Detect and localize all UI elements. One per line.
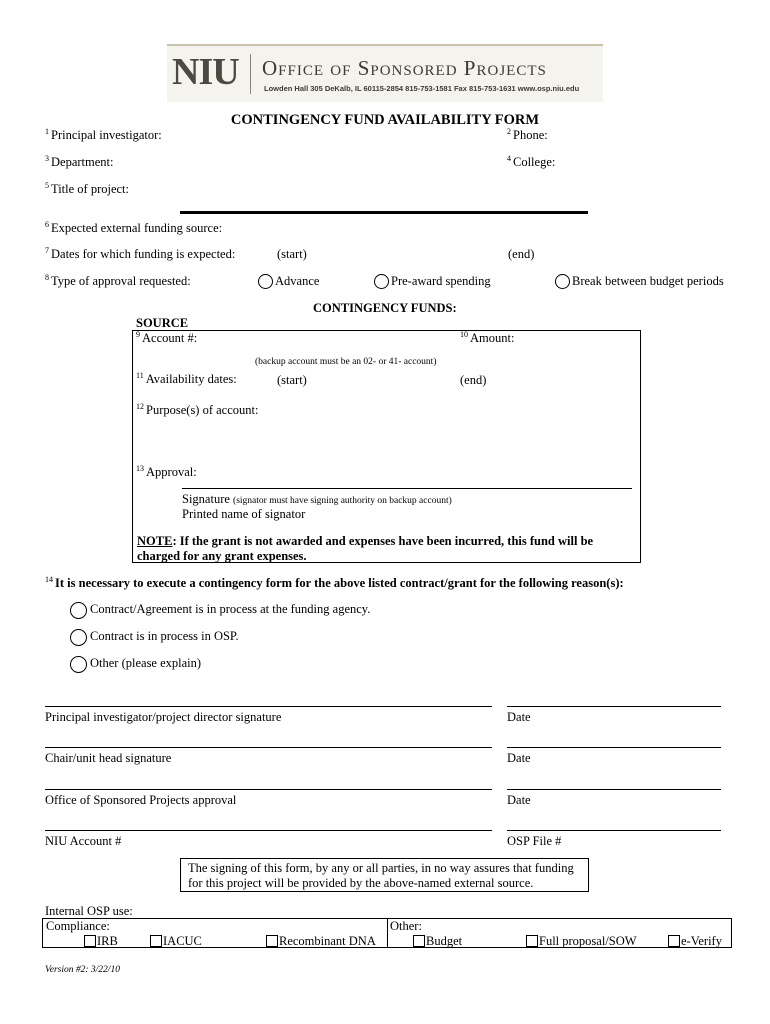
- checkbox-full-proposal[interactable]: [526, 935, 538, 947]
- note-line1: NOTE: If the grant is not awarded and expenses have been incurred, this fund will be: [137, 534, 594, 548]
- field-account[interactable]: $^9$ Account #:: [136, 330, 198, 346]
- office-address: Lowden Hall 305 DeKalb, IL 60115-2854 815-753-1581 Fax 815-753-1631 www.osp.niu.edu: [264, 84, 580, 93]
- chair-signature-label: Chair/unit head signature: [45, 751, 172, 765]
- date3-label: Date: [507, 793, 531, 807]
- osp-approval-label: Office of Sponsored Projects approval: [45, 793, 237, 807]
- niu-account-line[interactable]: [45, 830, 492, 831]
- office-name: Office of Sponsored Projects: [262, 56, 547, 80]
- radio-budget-break-label: Break between budget periods: [572, 274, 724, 288]
- funding-start-input[interactable]: (start): [277, 247, 307, 261]
- version-label: Version #2: 3/22/10: [45, 965, 120, 975]
- date1-label: Date: [507, 710, 531, 724]
- contingency-heading: CONTINGENCY FUNDS:: [313, 301, 457, 315]
- field-availability-dates: $^{11}$ Availability dates:: [136, 371, 237, 387]
- checkbox-recombinant-dna[interactable]: [266, 935, 278, 947]
- pi-signature-label: Principal investigator/project director signature: [45, 710, 282, 724]
- checkbox-irb[interactable]: [84, 935, 96, 947]
- radio-reason-other[interactable]: [70, 656, 87, 673]
- reason-other-label: Other (please explain): [90, 656, 202, 670]
- backup-account-note: (backup account must be an 02- or 41- account): [255, 357, 437, 367]
- checkbox-e-verify[interactable]: [668, 935, 680, 947]
- title-divider: [180, 211, 588, 214]
- radio-pre-award[interactable]: [374, 274, 389, 289]
- field-college[interactable]: $^4$ College:: [507, 154, 556, 170]
- note-line2: charged for any grant expenses.: [137, 549, 307, 563]
- form-title: CONTINGENCY FUND AVAILABILITY FORM: [230, 112, 540, 128]
- reasons-heading: $^{14}$ It is necessary to execute a contingency form for the above listed contract/grant for the following reason(s):: [45, 575, 624, 591]
- availability-end-input[interactable]: (end): [460, 373, 487, 387]
- funding-end-input[interactable]: (end): [508, 247, 535, 261]
- date2-label: Date: [507, 751, 531, 765]
- field-funding-source[interactable]: $^6$ Expected external funding source:: [45, 220, 223, 236]
- disclaimer-line1: The signing of this form, by any or all parties, in no way assures that funding: [188, 861, 574, 875]
- logo-divider: [250, 54, 251, 94]
- field-principal-investigator[interactable]: $^1$ Principal investigator:: [45, 127, 162, 143]
- disclaimer-line2: for this project will be provided by the above-named external source.: [188, 876, 534, 890]
- printed-name-label: Printed name of signator: [182, 507, 306, 521]
- field-approval: $^{13}$ Approval:: [136, 464, 197, 480]
- radio-advance-label: Advance: [275, 274, 320, 288]
- date2-line[interactable]: [507, 747, 721, 748]
- reason-osp-label: Contract is in process in OSP.: [90, 629, 239, 643]
- other-label: Other:: [390, 919, 422, 933]
- radio-advance[interactable]: [258, 274, 273, 289]
- reason-agency-label: Contract/Agreement is in process at the funding agency.: [90, 602, 371, 616]
- date1-line[interactable]: [507, 706, 721, 707]
- radio-pre-award-label: Pre-award spending: [391, 274, 491, 288]
- radio-reason-agency[interactable]: [70, 602, 87, 619]
- checkbox-iacuc[interactable]: [150, 935, 162, 947]
- niu-account-label: NIU Account #: [45, 834, 122, 848]
- budget-label: Budget: [426, 934, 463, 948]
- signature-line[interactable]: [182, 488, 632, 489]
- field-purpose[interactable]: $^{12}$ Purpose(s) of account:: [136, 402, 259, 418]
- source-heading: SOURCE: [136, 316, 189, 330]
- recombinant-dna-label: Recombinant DNA: [279, 934, 376, 948]
- osp-approval-line[interactable]: [45, 789, 492, 790]
- iacuc-label: IACUC: [163, 934, 202, 948]
- field-approval-type: $^8$ Type of approval requested:: [45, 273, 191, 289]
- field-amount[interactable]: $^{10}$ Amount:: [460, 330, 515, 346]
- pi-signature-line[interactable]: [45, 706, 492, 707]
- field-department[interactable]: $^3$ Department:: [45, 154, 114, 170]
- internal-divider: [387, 918, 388, 948]
- irb-label: IRB: [97, 934, 118, 948]
- radio-reason-osp[interactable]: [70, 629, 87, 646]
- osp-file-line[interactable]: [507, 830, 721, 831]
- signature-label: Signature (signator must have signing authority on backup account): [182, 492, 452, 506]
- chair-signature-line[interactable]: [45, 747, 492, 748]
- niu-logo: NIU: [172, 51, 239, 93]
- radio-budget-break[interactable]: [555, 274, 570, 289]
- osp-file-label: OSP File #: [507, 834, 562, 848]
- field-funding-dates: $^7$ Dates for which funding is expected:: [45, 246, 236, 262]
- field-phone[interactable]: $^2$ Phone:: [507, 127, 548, 143]
- checkbox-budget[interactable]: [413, 935, 425, 947]
- internal-use-label: Internal OSP use:: [45, 904, 133, 918]
- full-proposal-label: Full proposal/SOW: [539, 934, 637, 948]
- field-project-title[interactable]: $^5$ Title of project:: [45, 181, 130, 197]
- availability-start-input[interactable]: (start): [277, 373, 307, 387]
- e-verify-label: e-Verify: [681, 934, 722, 948]
- compliance-label: Compliance:: [46, 919, 110, 933]
- date3-line[interactable]: [507, 789, 721, 790]
